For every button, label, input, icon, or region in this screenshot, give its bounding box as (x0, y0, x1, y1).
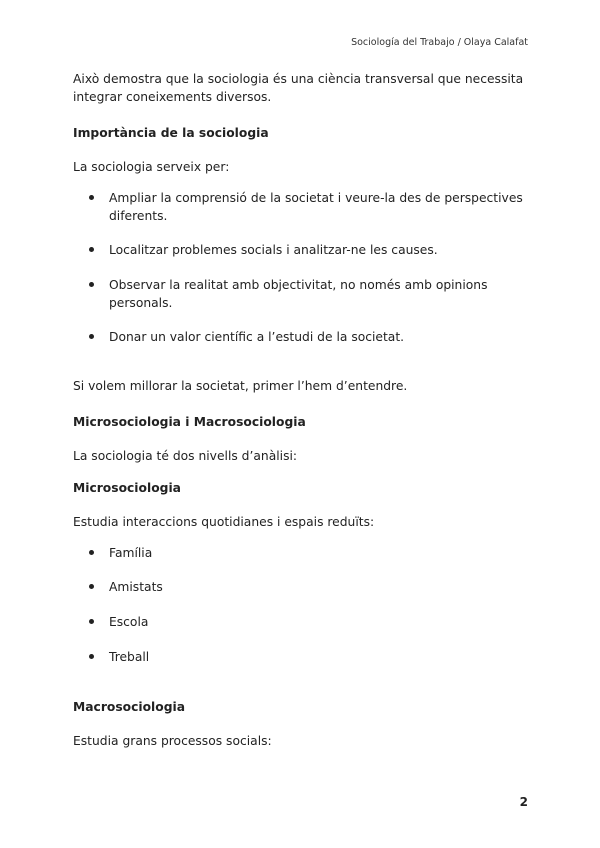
list-item: Família (73, 544, 543, 562)
subheading-macrosociologia: Macrosociologia (73, 700, 186, 714)
micro-macro-lead: La sociologia té dos nivells d’anàlisi: (73, 449, 298, 463)
list-item: Localitzar problemes socials i analitzar-ne les causes. (73, 241, 543, 259)
list-item: Observar la realitat amb objectivitat, no només amb opinions personals. (73, 276, 543, 312)
list-item: Escola (73, 613, 543, 631)
bullet-icon (89, 550, 94, 555)
bullet-icon (89, 282, 94, 287)
importance-lead: La sociologia serveix per: (73, 160, 230, 174)
importance-closing: Si volem millorar la societat, primer l’hem d’entendre. (73, 379, 408, 393)
running-header: Sociología del Trabajo / Olaya Calafat (351, 37, 528, 48)
bullet-icon (89, 247, 94, 252)
page-number: 2 (519, 795, 528, 809)
list-item: Amistats (73, 578, 543, 596)
bullet-icon (89, 195, 94, 200)
bullet-icon (89, 584, 94, 589)
list-item: Donar un valor científic a l’estudi de la societat. (73, 328, 543, 346)
subheading-microsociologia: Microsociologia (73, 481, 181, 495)
list-item: Treball (73, 648, 543, 666)
bullet-icon (89, 334, 94, 339)
list-item: Ampliar la comprensió de la societat i veure-la des de perspectives diferents. (73, 189, 543, 225)
intro-paragraph: Això demostra que la sociologia és una ciència transversal que necessita integrar coneixements diversos. (73, 72, 524, 104)
section-heading-importance: Importància de la sociologia (73, 126, 269, 140)
macro-lead: Estudia grans processos socials: (73, 734, 272, 748)
bullet-icon (89, 654, 94, 659)
section-heading-micro-macro: Microsociologia i Macrosociologia (73, 415, 306, 429)
bullet-icon (89, 619, 94, 624)
micro-lead: Estudia interaccions quotidianes i espais reduïts: (73, 515, 375, 529)
